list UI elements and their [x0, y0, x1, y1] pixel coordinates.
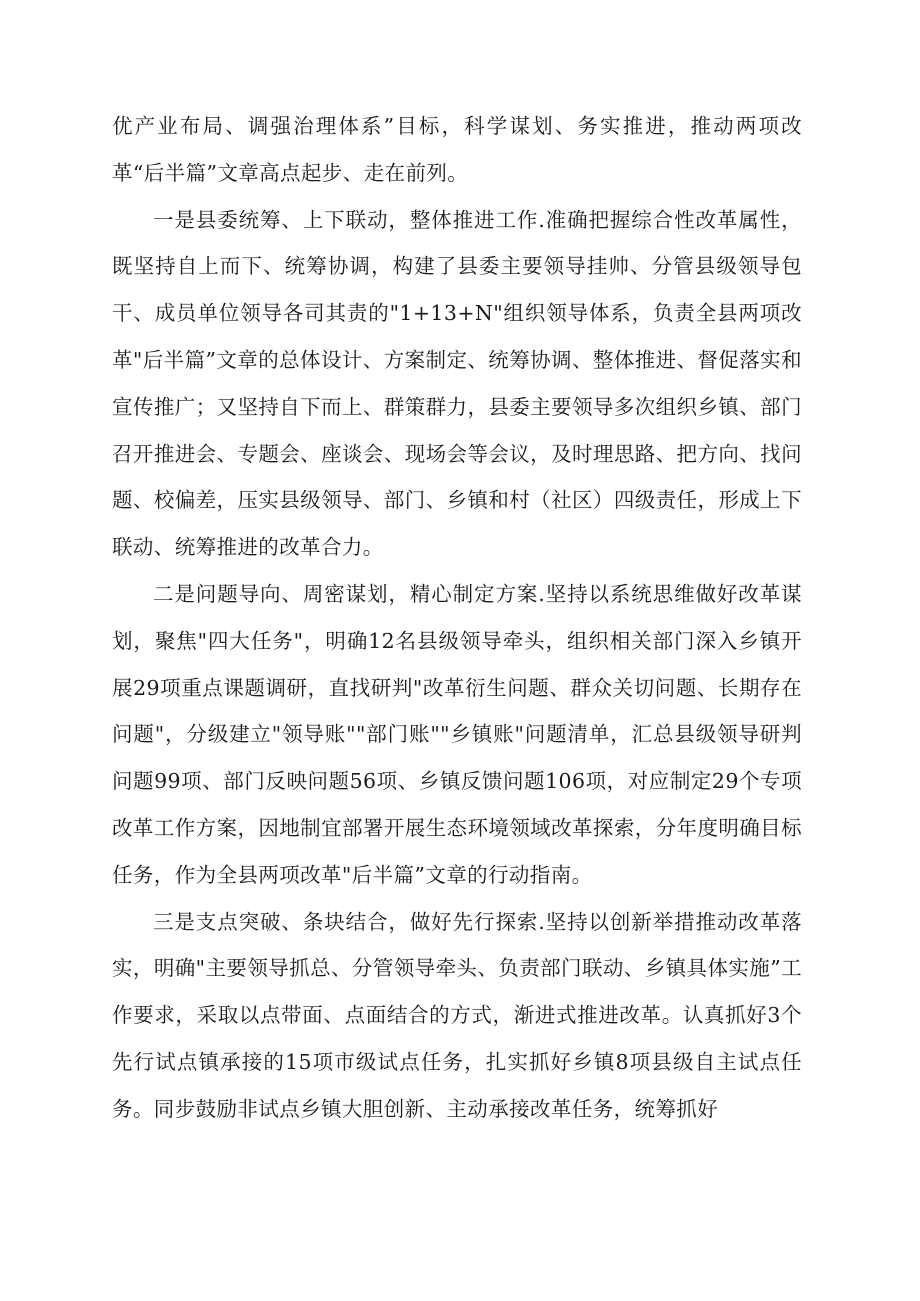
paragraph-county-coordination: 一是县委统筹、上下联动，整体推进工作.准确把握综合性改革属性，既坚持自上而下、统筹协调，构建了县委主要领导挂帅、分管县级领导包干、成员单位领导各司其责的"1+13+N"组织领导体系，负责全县两项改革"后半篇”文章的总体设计、方案制定、统筹协调、整体推进、督促落实和宣传推广；又坚持自下而上、群策群力，县委主要领导多次组织乡镇、部门召开推进会、专题会、座谈会、现场会等会议，及时理思路、把方向、找问题、校偏差，压实县级领导、部门、乡镇和村（社区）四级责任，形成上下联动、统筹推进的改革合力。 — [112, 207, 802, 560]
paragraph-continuation: 优产业布局、调强治理体系”目标，科学谋划、务实推进，推动两项改革“后半篇”文章高点起步、走在前列。 — [112, 114, 802, 185]
paragraph-problem-oriented: 二是问题导向、周密谋划，精心制定方案.坚持以系统思维做好改革谋划，聚焦"四大任务"，明确12名县级领导牵头，组织相关部门深入乡镇开展29项重点课题调研，直找研判"改革衍生问题、群众关切问题、长期存在问题"，分级建立"领导账""部门账""乡镇账"问题清单，汇总县级领导研判问题99项、部门反映问题56项、乡镇反馈问题106项，对应制定29个专项改革工作方案，因地制宜部署开展生态环境领域改革探索，分年度明确目标任务，作为全县两项改革"后半篇”文章的行动指南。 — [112, 581, 802, 887]
paragraph-pilot-exploration: 三是支点突破、条块结合，做好先行探索.坚持以创新举措推动改革落实，明确"主要领导抓总、分管领导牵头、负责部门联动、乡镇具体实施”工作要求，采取以点带面、点面结合的方式，渐进式推进改革。认真抓好3个先行试点镇承接的15项市级试点任务，扎实抓好乡镇8项县级自主试点任务。同步鼓励非试点乡镇大胆创新、主动承接改革任务，统筹抓好 — [112, 909, 802, 1121]
document-body — [112, 103, 802, 1133]
